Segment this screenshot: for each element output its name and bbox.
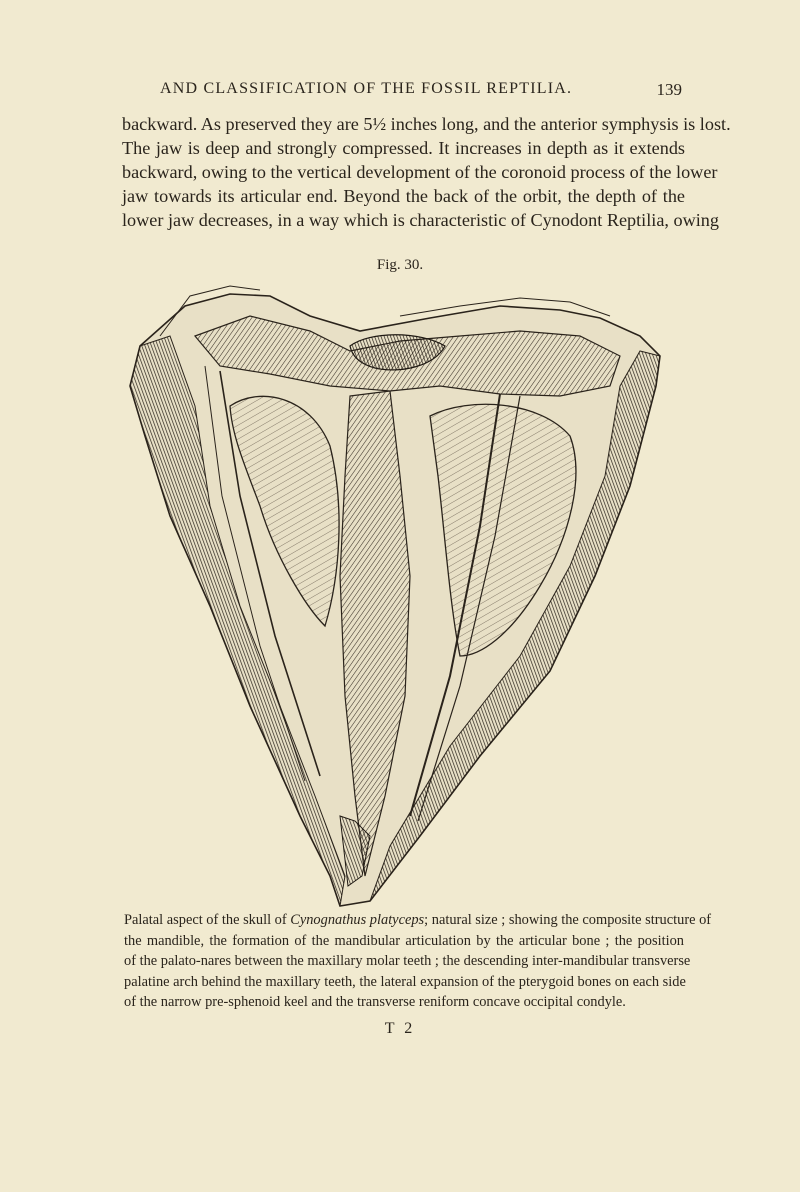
caption-line: of the palato-nares between the maxillary molar teeth ; the descending inter-mandibular transverse	[124, 953, 691, 969]
signature-mark: T 2	[384, 1020, 416, 1037]
caption-line: the mandible, the formation of the mandibular articulation by the articular bone ; the position	[124, 932, 684, 949]
caption-text: ; natural size ; showing the composite structure of	[424, 912, 712, 928]
figure-label: Fig. 30.	[376, 257, 424, 273]
species-name: Cynognathus platyceps	[290, 912, 425, 928]
body-line: backward, owing to the vertical development of the coronoid process of the lower	[122, 162, 718, 182]
body-line: lower jaw decreases, in a way which is characteristic of Cynodont Reptilia, owing	[122, 210, 719, 230]
body-paragraph	[122, 112, 731, 232]
caption-line: palatine arch behind the maxillary teeth, the lateral expansion of the pterygoid bones on each side	[124, 973, 686, 990]
caption-line	[124, 910, 712, 931]
page-number: 139	[656, 80, 682, 99]
running-title: AND CLASSIFICATION OF THE FOSSIL REPTILIA.	[160, 80, 573, 97]
figure-caption	[124, 910, 712, 1013]
body-line: The jaw is deep and strongly compressed. It increases in depth as it extends	[122, 138, 685, 158]
skull-illustration	[100, 276, 730, 908]
caption-line: of the narrow pre-sphenoid keel and the transverse reniform concave occipital condyle.	[124, 994, 626, 1010]
body-line: jaw towards its articular end. Beyond the back of the orbit, the depth of the	[122, 186, 685, 206]
page-header	[122, 80, 682, 104]
caption-text: Palatal aspect of the skull of	[124, 912, 291, 928]
body-line: backward. As preserved they are 5½ inches long, and the anterior symphysis is lost.	[122, 114, 731, 134]
